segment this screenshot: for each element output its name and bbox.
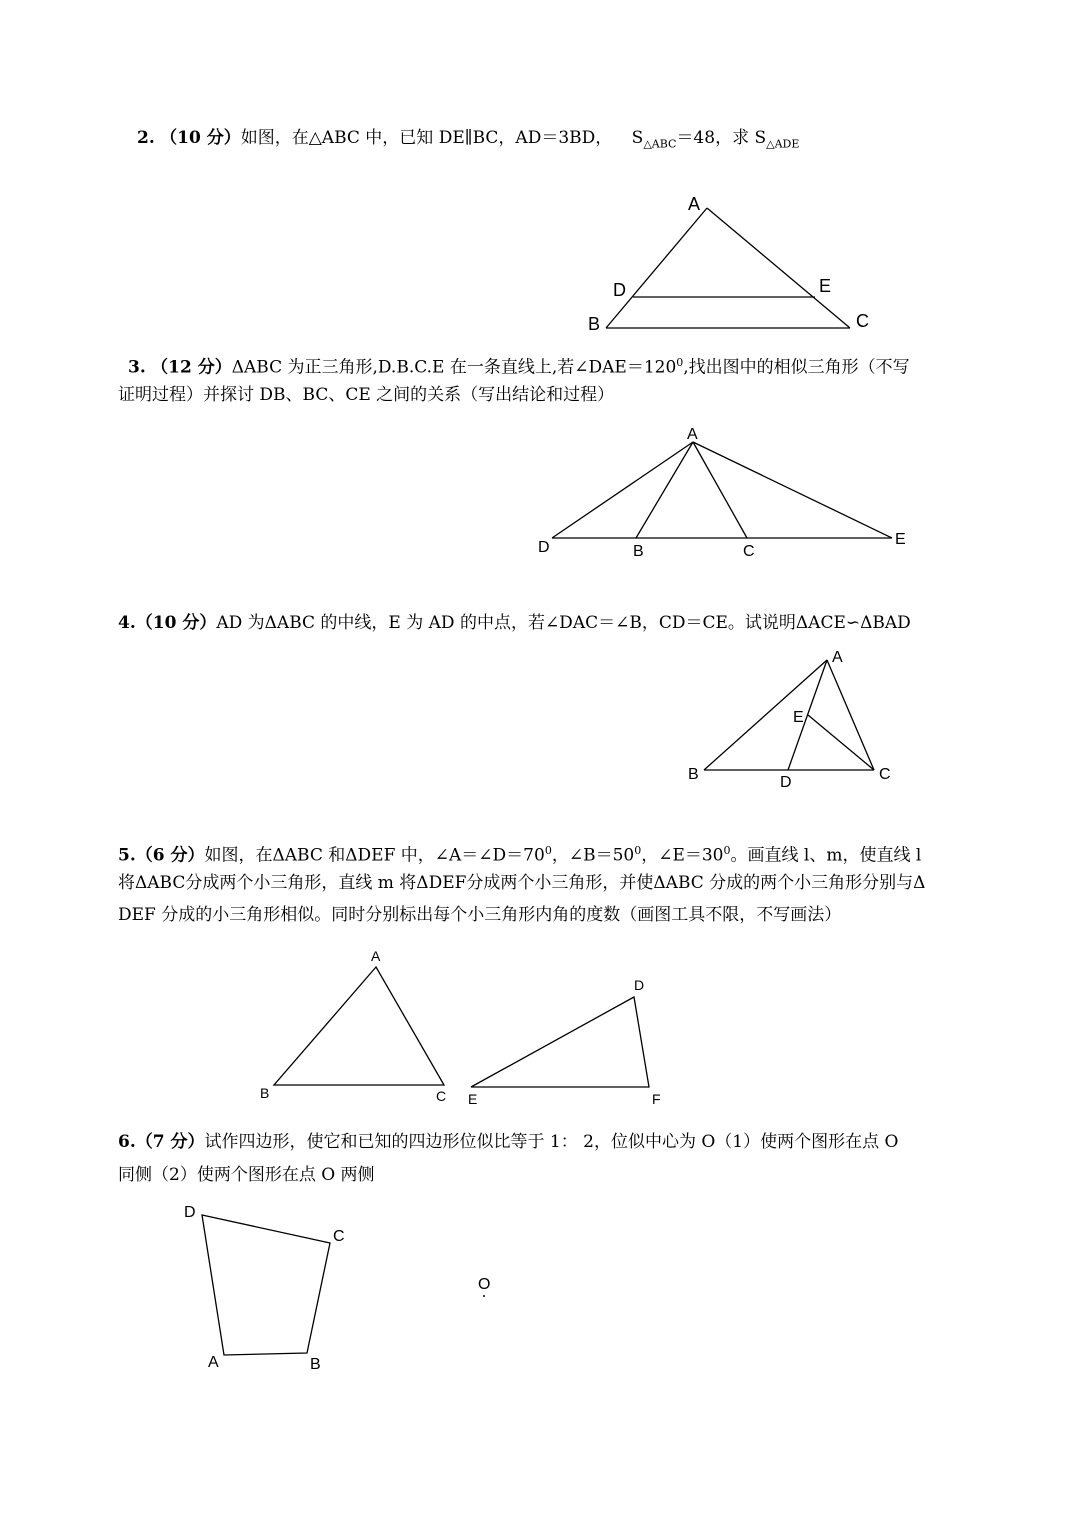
question-6-line1: 6.（7 分）试作四边形，使它和已知的四边形位似比等于 1： 2，位似中心为 O（1）使两个图形在点 O [118,1132,899,1152]
q5-score: （6 分） [135,845,205,866]
q2-number: 2. [137,128,155,148]
q2-area-sub-ade: △ADE [766,137,800,151]
q4-text-1: AD 为ΔABC 的中线，E 为 AD 的中点，若∠DAC＝∠B，CD＝CE。试说明ΔACE∽ΔBAD [216,613,911,633]
q3-figure [530,420,920,565]
q3-label-e: E [895,531,906,548]
q3-text-2: ,找出图中的相似三角形（不写 [683,357,910,378]
q2-label-e: E [819,276,832,296]
q4-label-e: E [793,709,804,726]
q6-label-o: O [478,1276,491,1293]
q2-area-sub-abc: △ABC [643,137,677,151]
q2-label-a: A [688,194,701,214]
q5-label-e: E [468,1091,478,1107]
q5-label-f: F [652,1091,661,1107]
q6-score: （7 分） [135,1132,205,1152]
q3-label-c: C [743,543,755,560]
question-3-line2: 证明过程）并探讨 DB、BC、CE 之间的关系（写出结论和过程） [118,385,615,405]
q6-figure [170,1195,530,1380]
q3-label-d: D [538,539,550,556]
q4-figure [680,640,910,790]
q4-score: （10 分） [135,613,217,633]
question-4-text [118,607,911,639]
q2-label-c: C [856,311,869,331]
q5-label-b: B [260,1085,270,1101]
q4-label-d: D [780,774,792,791]
question-5-line3: DEF 分成的小三角形相似。同时分别标出每个小三角形内角的度数（画图工具不限，不写画法） [118,905,842,925]
q4-label-b: B [688,766,699,783]
q5-label-c: C [436,1088,447,1104]
q2-figure [580,185,880,345]
q2-label-d: D [613,280,626,300]
q6-number: 6. [118,1132,136,1152]
q2-score: （10 分） [160,128,241,148]
q5-number: 5. [118,845,136,866]
q2-text-1: 如图，在△ABC 中，已知 DE∥BC，AD＝3BD， [240,128,613,148]
question-6-line2: 同侧（2）使两个图形在点 O 两侧 [118,1165,375,1185]
q6-label-d: D [184,1204,196,1221]
question-5-line1: 5.（6 分）如图，在ΔABC 和ΔDEF 中，$\angle A=\angle D=70^0$，$\angle B=50^0$，$\angle E=30^0$。画直线 l、m，使直线 l [118,844,922,866]
q6-label-c: C [333,1228,345,1245]
question-5-line2: 将ΔABC分成两个小三角形，直线 m 将ΔDEF分成两个小三角形，并使ΔABC 分成的两个小三角形分别与Δ [118,873,926,893]
q4-label-c: C [879,766,891,783]
q2-label-b: B [588,314,601,334]
q4-number: 4. [118,613,136,633]
q6-label-b: B [310,1356,321,1373]
q5-label-a: A [371,948,381,964]
q3-degree-sup: 0 [676,356,684,369]
q5-figure [250,940,680,1115]
q3-label-a: A [687,426,698,443]
q4-label-a: A [832,649,843,666]
q2-text-2: ＝48，求 S [676,128,767,148]
q3-text-1: ΔABC 为正三角形,D.B.C.E 在一条直线上,若∠DAE＝120 [231,357,677,378]
question-2-text [137,122,799,160]
q2-area-s: S [631,128,644,148]
q5-label-d: D [634,977,645,993]
q6-label-a: A [208,1354,219,1371]
q3-number: 3. [128,357,146,378]
q3-label-b: B [633,543,644,560]
q3-score: （12 分） [151,357,232,378]
q6-point-o [483,1295,485,1297]
